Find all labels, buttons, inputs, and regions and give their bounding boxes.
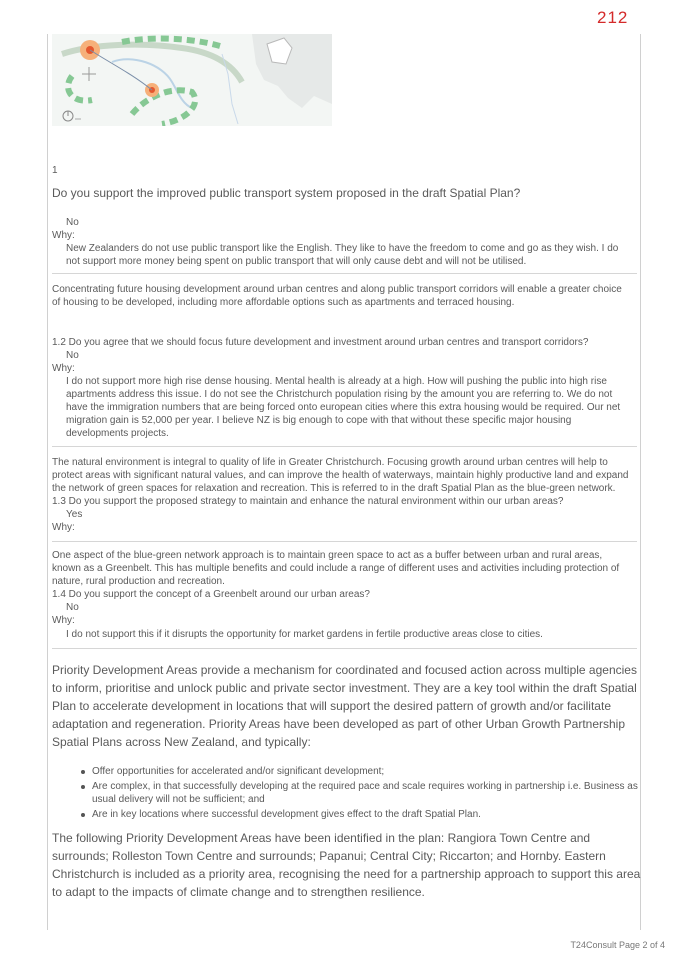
q13-why-label: Why: [52, 522, 75, 533]
intro-housing-line-1: Concentrating future housing development around urban centres and along public transport corridors will enable a greater choice [52, 284, 622, 295]
intro-environment-line: the network of green spaces for relaxation and recreation. This is referred to in the draft Spatial Plan as the blue-green network. [52, 483, 616, 494]
intro-greenbelt-line: nature, rural production and recreation. [52, 576, 225, 587]
q1-answer: No [66, 217, 79, 228]
q1-question: Do you support the improved public transport system proposed in the draft Spatial Plan? [52, 186, 521, 200]
page-footer: T24Consult Page 2 of 4 [570, 940, 665, 950]
pda-bullet-list [80, 765, 638, 823]
pda-closing-line: surrounds; Rolleston Town Centre and surrounds; Papanui; Central City; Riccarton; and Hornby. Eastern [52, 849, 606, 863]
pda-closing-line: Christchurch is included as a priority area, recognising the need for a partnership approach to support this area [52, 867, 641, 881]
pda-bullet-item: Are complex, in that successfully developing at the required pace and scale requires working in partnership i.e. Business as usual delivery will not be sufficient; and [80, 780, 638, 806]
q12-why-line: developments projects. [66, 428, 169, 439]
intro-greenbelt-line: One aspect of the blue-green network approach is to maintain green space to act as a buffer between urban and rural areas, [52, 550, 603, 561]
q12-why-line: apartments address this issue. I do not see the Christchurch population rising by the amount you are referring to. We do not [66, 389, 613, 400]
q12-why-label: Why: [52, 363, 75, 374]
divider [52, 541, 637, 542]
q14-why-line-1: I do not support this if it disrupts the opportunity for market gardens in fertile productive areas close to cities. [66, 629, 543, 640]
page-border-right [640, 34, 641, 930]
pda-paragraph-line: Priority Development Areas provide a mechanism for coordinated and focused action across multiple agencies [52, 663, 637, 677]
pda-paragraph-line: Plan to accelerate development in locations that will support the desired pattern of growth and/or facilitate [52, 699, 611, 713]
page-number: 212 [597, 8, 629, 27]
q14-answer: No [66, 602, 79, 613]
divider [52, 273, 637, 274]
q1-why-line-1: New Zealanders do not use public transport like the English. They like to have the freedom to come and go as they wish. I do [66, 243, 619, 254]
pda-bullet-item: Are in key locations where successful development gives effect to the draft Spatial Plan. [80, 808, 638, 821]
intro-environment-line: protect areas with significant natural values, and can improve the health of waterways, maintain highly productive land and expand [52, 470, 629, 481]
spatial-plan-map-image [52, 34, 332, 126]
divider [52, 648, 637, 649]
pda-paragraph-line: adaptation and regeneration. Priority Areas have been developed as part of other Urban Growth Partnership [52, 717, 626, 731]
intro-housing-line-2: of housing to be developed, including more affordable options such as apartments and terraced housing. [52, 297, 515, 308]
q12-why-line: I do not support more high rise dense housing. Mental health is already at a high. How will pushing the public into high rise [66, 376, 607, 387]
intro-greenbelt-line: known as a Greenbelt. This has multiple benefits and could include a range of different uses and activities including protection of [52, 563, 620, 574]
pda-paragraph-line: to inform, prioritise and unlock public and private sector investment. They are a key tool within the draft Spatial [52, 681, 637, 695]
pda-bullet-item: Offer opportunities for accelerated and/or significant development; [80, 765, 638, 778]
pda-closing-line: The following Priority Development Areas have been identified in the plan: Rangiora Town Centre and [52, 831, 591, 845]
q12-why-line: migration gain is 52,000 per year. I believe NZ is big enough to cope with that without these specific major housing [66, 415, 572, 426]
q14-question: 1.4 Do you support the concept of a Greenbelt around our urban areas? [52, 589, 370, 600]
q1-why-label: Why: [52, 230, 75, 241]
page-border-left [47, 34, 48, 930]
q13-question: 1.3 Do you support the proposed strategy to maintain and enhance the natural environment within our urban areas? [52, 496, 564, 507]
north-arrow-icon [62, 110, 82, 124]
pda-paragraph-line: Spatial Plans across New Zealand, and typically: [52, 735, 311, 749]
question-number: 1 [52, 165, 58, 176]
divider [52, 446, 637, 447]
q12-answer: No [66, 350, 79, 361]
q13-answer: Yes [66, 509, 83, 520]
pda-closing-line: to adapt to the impacts of climate change and to strengthen resilience. [52, 885, 425, 899]
q12-why-line: have the immigration numbers that are being forced onto european cities where this extra housing would be required. Our net [66, 402, 621, 413]
q12-question: 1.2 Do you agree that we should focus future development and investment around urban centres and transport corridors? [52, 337, 589, 348]
q1-why-line-2: not support more money being spent on public transport that will only cause debt and will not be utilised. [66, 256, 527, 267]
q14-why-label: Why: [52, 615, 75, 626]
intro-environment-line: The natural environment is integral to quality of life in Greater Christchurch. Focusing growth around urban centres will help to [52, 457, 608, 468]
